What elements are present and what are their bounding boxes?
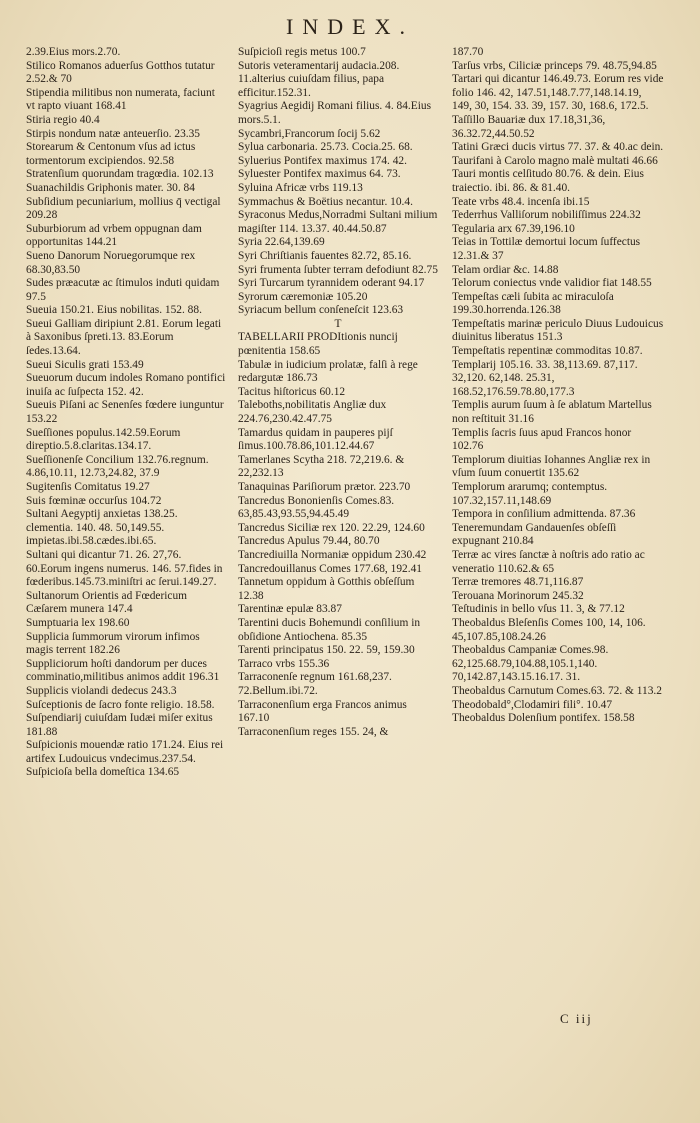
- index-entry: Tancredus Bononienſis Comes.83. 63,85.43,93.55,94.45.49: [238, 494, 395, 521]
- index-entry: Theodobald°,Clodamiri fili°. 10.47: [452, 698, 613, 711]
- index-entry: Syluina Africæ vrbs 119.13: [238, 181, 363, 194]
- index-entry: Supplicia ſummorum virorum infimos magis terrent 182.26: [26, 630, 200, 657]
- index-entry: Tauri montis celſitudo 80.76. & dein. Eius traiectio. ibi. 86. & 81.40.: [452, 168, 644, 194]
- index-entry: Tempeſtatis repentinæ commoditas 10.87.: [452, 345, 643, 358]
- index-entry: Tancrediuilla Normaniæ oppidum 230.42: [238, 548, 427, 561]
- index-entry: Tacitus hiſtoricus 60.12: [238, 385, 346, 398]
- index-entry: Suſpicioſi regis metus 100.7: [238, 46, 366, 58]
- index-entry: Tanaquinas Pariſiorum prætor. 223.70: [238, 481, 411, 493]
- index-entry: Sueno Danorum Noruegorumque rex 68.30,83.50: [26, 249, 196, 276]
- index-entry: Suſpicionis mouendæ ratio 171.24. Eius rei artifex Ludouicus vndecimus.237.54.: [26, 739, 224, 765]
- index-entry: Tarraconenſium erga Francos animus 167.10: [238, 698, 407, 725]
- index-entry: Teate vrbs 48.4. incenſa ibi.15: [452, 195, 590, 208]
- index-entry: Subſidium pecuniarium, mollius q̄ vectigal 209.28: [26, 195, 221, 222]
- index-entry: Tancredus Siciliæ rex 120. 22.29, 124.60: [238, 521, 425, 534]
- index-entry: Teſtudinis in bello vſus 11. 3, & 77.12: [452, 603, 625, 616]
- index-entry: Sultani Aegyptij anxietas 138.25. clementia. 140. 48. 50,149.55. impietas.ibi.58.cædes.ibi.65.: [26, 508, 178, 548]
- index-entry: Theobaldus Carnutum Comes.63. 72. & 113.2: [452, 684, 662, 697]
- index-entry: Sudes præacutæ ac ſtimulos induti quidam 97.5: [26, 277, 220, 303]
- index-entry: Tarſus vrbs, Ciliciæ princeps 79. 48.75,94.85: [452, 59, 657, 72]
- index-entry: Tancredus Apulus 79.44, 80.70: [238, 535, 380, 548]
- index-entry: Tarenti principatus 150. 22. 59, 159.30: [238, 644, 415, 657]
- index-entry: Sumptuaria lex 198.60: [26, 616, 130, 629]
- index-entry: Terræ ac vires ſanctæ à noſtris ado ratio ac veneratio 110.62.& 65: [452, 548, 645, 575]
- index-entry: Storearum & Centonum vſus ad ictus tormentorum excipiendos. 92.58: [26, 141, 196, 167]
- index-entry: Syria 22.64,139.69: [238, 236, 325, 249]
- index-entry: Tannetum oppidum à Gotthis obſeſſum 12.38: [238, 576, 415, 602]
- index-entry: Theobaldus Bleſenſis Comes 100, 14, 106. 45,107.85,108.24.26: [452, 616, 646, 643]
- index-entry: Templis ſacris ſuus apud Francos honor 102.76: [452, 426, 632, 453]
- index-entry: T: [334, 317, 342, 330]
- index-entry: Sueui Galliam diripiunt 2.81. Eorum legati à Saxonibus ſpreti.13. 83.Eorum ſedes.13.64.: [26, 317, 222, 358]
- index-entry: Sueuorum ducum indoles Romano pontifici inuiſa ac ſuſpecta 152. 42.: [26, 372, 226, 398]
- index-entry: Tamardus quidam in pauperes pijſ ſimus.100.78.86,101.12.44.67: [238, 426, 393, 453]
- index-entry: Tarentinæ epulæ 83.87: [238, 603, 342, 616]
- index-entry: Sultani qui dicantur 71. 26. 27,76. 60.Eorum ingens numerus. 146. 57.fides in fœderibus.145.73.miniſtri ac ſerui.149.27.: [26, 548, 223, 589]
- index-entry: Suis fœminæ occurſus 104.72: [26, 494, 162, 507]
- index-entry: Tartari qui dicantur 146.49.73. Eorum res vide folio 146. 42, 147.51,148.7.77,148.14.19, 149, 30, 154. 33. 39, 157. 30, 168.6, 172.5.: [452, 73, 664, 113]
- index-entry: Templorum diuitias Iohannes Angliæ rex in vſum ſuum conuertit 135.62: [452, 453, 651, 480]
- index-entry: Taſſillo Bauariæ dux 17.18,31,36, 36.32.72,44.50.52: [452, 113, 606, 140]
- index-entry: Tarentini ducis Bohemundi conſilium in obſidione Antiochena. 85.35: [238, 616, 421, 643]
- index-entry: Tatini Græci ducis virtus 77. 37. & 40.ac dein.: [452, 141, 664, 154]
- signature-mark: C iij: [560, 1011, 593, 1026]
- index-entry: Tegularia arx 67.39,196.10: [452, 222, 575, 235]
- index-entry: Stilico Romanos aduerſus Gotthos tutatur 2.52.& 70: [26, 59, 215, 86]
- index-entry: Taleboths,nobilitatis Angliæ dux 224.76,230.42.47.75: [238, 399, 387, 426]
- index-entry: Tempeſtas cæli ſubita ac miraculoſa 199.30.horrenda.126.38: [452, 290, 614, 317]
- index-entry: Tamerlanes Scytha 218. 72,219.6. & 22,232.13: [238, 453, 405, 480]
- index-entry: Tabulæ in iudicium prolatæ, falſi à rege redargutæ 186.73: [238, 358, 418, 385]
- index-entry: Sugitenſis Comitatus 19.27: [26, 481, 150, 493]
- index-column-2: [238, 46, 438, 739]
- index-entry: Stirpis nondum natæ anteuerſio. 23.35: [26, 127, 201, 140]
- index-entry: Tarraconenſium reges 155. 24, &: [238, 725, 389, 738]
- index-entry: 2.39.Eius mors.2.70.: [26, 46, 121, 58]
- index-entry: Suanachildis Griphonis mater. 30. 84: [26, 181, 195, 194]
- index-entry: Tederrhus Valliſorum nobiliſſimus 224.32: [452, 209, 641, 222]
- index-entry: Suburbiorum ad vrbem oppugnan dam opportunitas 144.21: [26, 222, 202, 249]
- index-entry: Templarij 105.16. 33. 38,113.69. 87,117. 32,120. 62,148. 25.31, 168.52,176.59.78.80,177.3: [452, 358, 638, 398]
- index-entry: Theobaldus Campaniæ Comes.98. 62,125.68.79,104.88,105.1,140. 70,142.87,143.15.16.17. 31.: [452, 644, 609, 684]
- index-entry: Theobaldus Dolenſium pontifex. 158.58: [452, 712, 635, 725]
- page-title: INDEX.: [286, 14, 414, 39]
- index-entry: Sylua carbonaria. 25.73. Cocia.25. 68.: [238, 141, 413, 154]
- index-entry: Supplicis violandi dedecus 243.3: [26, 684, 177, 697]
- index-entry: Syri Turcarum tyrannidem oderant 94.17: [238, 277, 425, 290]
- index-entry: Templorum ararumq; contemptus. 107.32,157.11,148.69: [452, 481, 608, 507]
- index-entry: Syraconus Medus,Norradmi Sultani milium magiſter 114. 13.37. 40.44.50.87: [238, 209, 438, 235]
- index-entry: Sutoris veteramentarij audacia.208. 11.alterius cuiuſdam filius, papa efficitur.152.31.: [238, 59, 400, 99]
- index-entry: Stratenſium quorundam tragœdia. 102.13: [26, 168, 214, 181]
- index-entry: Tancredouillanus Comes 177.68, 192.41: [238, 562, 422, 575]
- index-entry: Stiria regio 40.4: [26, 113, 100, 126]
- index-entry: Suſpendiarij cuiuſdam Iudæi miſer exitus 181.88: [26, 712, 213, 738]
- index-entry: Syri frumenta ſubter terram defodiunt 82.75: [238, 263, 438, 276]
- index-entry: Sycambri,Francorum ſocij 5.62: [238, 127, 381, 140]
- index-entry: Tarraconenſe regnum 161.68,237. 72.Bellum.ibi.72.: [238, 671, 392, 697]
- index-entry: Sueui Siculis grati 153.49: [26, 358, 144, 371]
- index-entry: TABELLARII PRODItionis nuncij pœnitentia 158.65: [238, 331, 398, 358]
- index-column-1: [26, 46, 226, 780]
- index-entry: Tarraco vrbs 155.36: [238, 657, 330, 670]
- index-entry: Symmachus & Boëtius necantur. 10.4.: [238, 195, 413, 208]
- index-entry: Sueuia 150.21. Eius nobilitas. 152. 88.: [26, 304, 202, 317]
- index-entry: Terræ tremores 48.71,116.87: [452, 576, 584, 589]
- index-entry: Syriacum bellum conſeneſcit 123.63: [238, 304, 404, 317]
- index-entry: Sueſſiones populus.142.59.Eorum direptio.5.8.claritas.134.17.: [26, 426, 181, 453]
- index-entry: Syluester Pontifex maximus 64. 73.: [238, 168, 401, 181]
- index-entry: Teneremundam Gandauenſes obſeſſi expugnant 210.84: [452, 521, 617, 548]
- index-entry: Stipendia militibus non numerata, faciunt vt rapto viuant 168.41: [26, 86, 215, 113]
- index-column-3: [452, 46, 664, 726]
- index-entry: Telorum coniectus vnde validior fiat 148.55: [452, 277, 652, 290]
- index-entry: Tempeſtatis marinæ periculo Diuus Ludouicus diuinitus liberatus 151.3: [452, 317, 664, 344]
- index-entry: Sueſſionenſe Concilium 132.76.regnum. 4.86,10.11, 12.73,24.82, 37.9: [26, 453, 209, 480]
- index-entry: 187.70: [452, 46, 484, 58]
- index-entry: Syagrius Aegidij Romani filius. 4. 84.Eius mors.5.1.: [238, 100, 432, 126]
- index-entry: Tempora in conſilium admittenda. 87.36: [452, 508, 636, 521]
- index-entry: Syrorum cæremoniæ 105.20: [238, 290, 368, 303]
- index-entry: Taurifani à Carolo magno malè multati 46.66: [452, 154, 658, 167]
- index-entry: Suppliciorum hoſti dandorum per duces comminatio,militibus animos addit 196.31: [26, 657, 220, 684]
- index-entry: Suſceptionis de ſacro fonte religio. 18.58.: [26, 698, 215, 711]
- index-entry: Teias in Tottilæ demortui locum ſuffectus 12.31.& 37: [452, 236, 641, 262]
- index-entry: Syluerius Pontifex maximus 174. 42.: [238, 154, 407, 167]
- index-entry: Telam ordiar &c. 14.88: [452, 263, 559, 276]
- index-entry: Suſpicioſa bella domeſtica 134.65: [26, 766, 180, 779]
- index-entry: Terouana Morinorum 245.32: [452, 589, 584, 602]
- index-entry: Syri Chriſtianis fauentes 82.72, 85.16.: [238, 249, 412, 262]
- index-entry: Sultanorum Orientis ad Fœdericum Cæſarem munera 147.4: [26, 589, 188, 616]
- index-entry: Sueuis Piſani ac Senenſes fœdere iunguntur 153.22: [26, 399, 224, 426]
- index-entry: Templis aurum ſuum à ſe ablatum Martellus non reſtituit 31.16: [452, 399, 652, 426]
